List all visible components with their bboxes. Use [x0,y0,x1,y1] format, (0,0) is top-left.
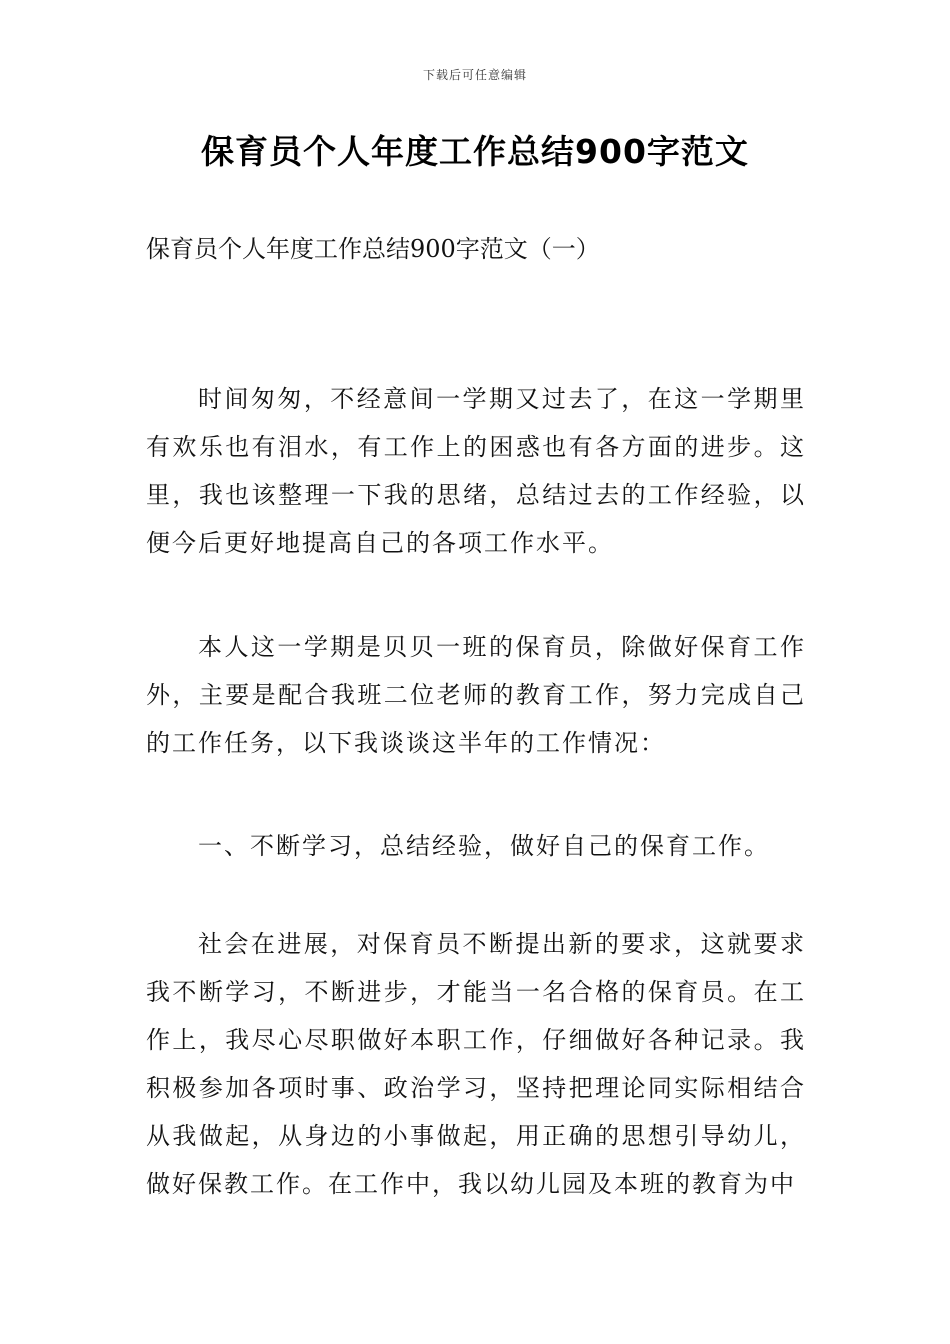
document-title: 保育员个人年度工作总结900字范文 [201,132,749,171]
paragraph-intro: 时间匆匆，不经意间一学期又过去了，在这一学期里有欢乐也有泪水，有工作上的困惑也有各方面的进步。这里，我也该整理一下我的思绪，总结过去的工作经验，以便今后更好地提高自己的各项工作水平。 [146,385,806,557]
paragraph-learning: 社会在进展，对保育员不断提出新的要求，这就要求我不断学习，不断进步，才能当一名合格的保育员。在工作上，我尽心尽职做好本职工作，仔细做好各种记录。我积极参加各项时事、政治学习，坚持把理论同实际相结合从我做起，从身边的小事做起，用正确的思想引导幼儿，做好保教工作。在工作中，我以幼儿园及本班的教育为中 [146,930,806,1198]
header-note: 下载后可任意编辑 [422,68,527,82]
section-heading-1: 一、不断学习，总结经验，做好自己的保育工作。 [198,832,770,860]
paragraph-role: 本人这一学期是贝贝一班的保育员，除做好保育工作外，主要是配合我班二位老师的教育工作，努力完成自己的工作任务，以下我谈谈这半年的工作情况： [146,633,806,757]
document-subtitle: 保育员个人年度工作总结900字范文（一） [146,235,600,263]
